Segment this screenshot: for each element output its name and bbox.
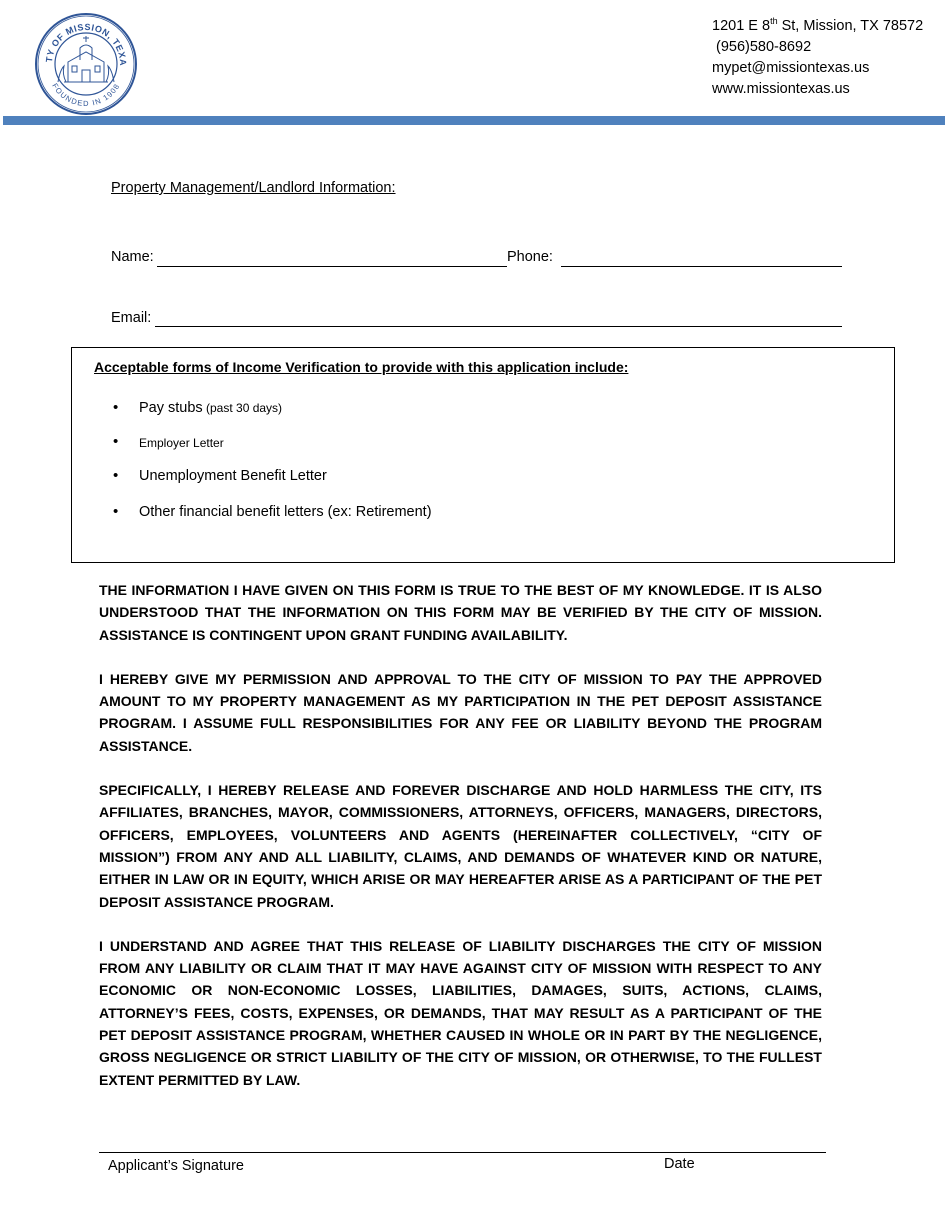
- bullet-icon: •: [113, 467, 119, 484]
- list-item: Unemployment Benefit Letter: [139, 468, 327, 484]
- website-link[interactable]: www.missiontexas.us: [712, 81, 850, 97]
- list-item: Other financial benefit letters (ex: Retirement): [139, 504, 432, 520]
- name-label: Name:: [111, 249, 154, 265]
- phone-number: (956)580-8692: [716, 39, 812, 55]
- bullet-icon: •: [113, 503, 119, 520]
- release-statement: SPECIFICALLY, I HEREBY RELEASE AND FOREVER DISCHARGE AND HOLD HARMLESS THE CITY, ITS AFFILIATES, BRANCHES, MAYOR, COMMISSIONERS, ATTORNEYS, OFFICERS, MANAGERS, DIRECTORS, OFFICERS, EMPLOYEES, VOLUNTEERS AND AGENTS (HEREINAFTER COLLECTIVELY, “CITY OF MISSION”) FROM ANY AND ALL LIABILITY, CLAIMS, AND DEMANDS OF WHATEVER KIND OR NATURE, EITHER IN LAW OR IN EQUITY, WHICH ARISE OR MAY HEREAFTER ARISE AS A PARTICIPANT OF THE PET DEPOSIT ASSISTANCE PROGRAM.: [99, 782, 822, 910]
- phone-label: Phone:: [507, 249, 553, 265]
- applicant-signature-label: Applicant’s Signature: [108, 1158, 244, 1174]
- bullet-icon: •: [113, 399, 119, 416]
- signature-line[interactable]: [99, 1152, 826, 1153]
- header-divider-bar: [3, 116, 945, 125]
- city-seal-logo: [34, 12, 138, 116]
- address: 1201 E 8th St, Mission, TX 78572: [712, 16, 924, 34]
- legal-statements: [99, 579, 822, 1113]
- email-field[interactable]: [155, 326, 842, 327]
- list-item: Pay stubs (past 30 days): [139, 400, 283, 416]
- truthfulness-statement: THE INFORMATION I HAVE GIVEN ON THIS FORM IS TRUE TO THE BEST OF MY KNOWLEDGE. IT IS ALSO UNDERSTOOD THAT THE INFORMATION ON THIS FORM MAY BE VERIFIED BY THE CITY OF MISSION. ASSISTANCE IS CONTINGENT UPON GRANT FUNDING AVAILABILITY.: [99, 582, 822, 643]
- payment-permission-statement: I HEREBY GIVE MY PERMISSION AND APPROVAL TO THE CITY OF MISSION TO PAY THE APPROVED AMOUNT TO MY PROPERTY MANAGEMENT AS MY PARTICIPATION IN THE PET DEPOSIT ASSISTANCE PROGRAM. I ASSUME FULL RESPONSIBILITIES FOR ANY FEE OR LIABILITY BEYOND THE PROGRAM ASSISTANCE.: [99, 670, 822, 754]
- svg-text:FOUNDED IN 1908: FOUNDED IN 1908: [50, 81, 122, 109]
- email-label: Email:: [111, 310, 152, 326]
- phone-field[interactable]: [561, 266, 842, 267]
- name-field[interactable]: [157, 266, 507, 267]
- landlord-section-title: Property Management/Landlord Information:: [111, 180, 396, 196]
- email-address[interactable]: mypet@missiontexas.us: [712, 60, 870, 76]
- list-item: Employer Letter: [139, 436, 224, 450]
- income-verification-title: Acceptable forms of Income Verification to provide with this application include:: [94, 359, 629, 375]
- liability-discharge-statement: I UNDERSTAND AND AGREE THAT THIS RELEASE OF LIABILITY DISCHARGES THE CITY OF MISSION FROM ANY LIABILITY OR CLAIM THAT IT MAY HAVE AGAINST CITY OF MISSION WITH RESPECT TO ANY ECONOMIC OR NON-ECONOMIC LOSSES, LIABILITIES, DAMAGES, SUITS, ACTIONS, CLAIMS, ATTORNEY’S FEES, COSTS, EXPENSES, OR DEMANDS, THAT MAY RESULT AS A PARTICIPANT OF THE PET DEPOSIT ASSISTANCE PROGRAM, WHETHER CAUSED IN WHOLE OR IN PART BY THE NEGLIGENCE, GROSS NEGLIGENCE OR STRICT LIABILITY OF THE CITY OF MISSION, OR OTHERWISE, TO THE FULLEST EXTENT PERMITTED BY LAW.: [99, 937, 822, 1088]
- date-label: Date: [664, 1156, 695, 1172]
- contact-info: [712, 16, 923, 100]
- bullet-icon: •: [113, 433, 119, 450]
- svg-text:CITY OF MISSION, TEXAS: TY OF MISSION, TEXA: [43, 21, 129, 67]
- income-verification-box: [71, 347, 895, 563]
